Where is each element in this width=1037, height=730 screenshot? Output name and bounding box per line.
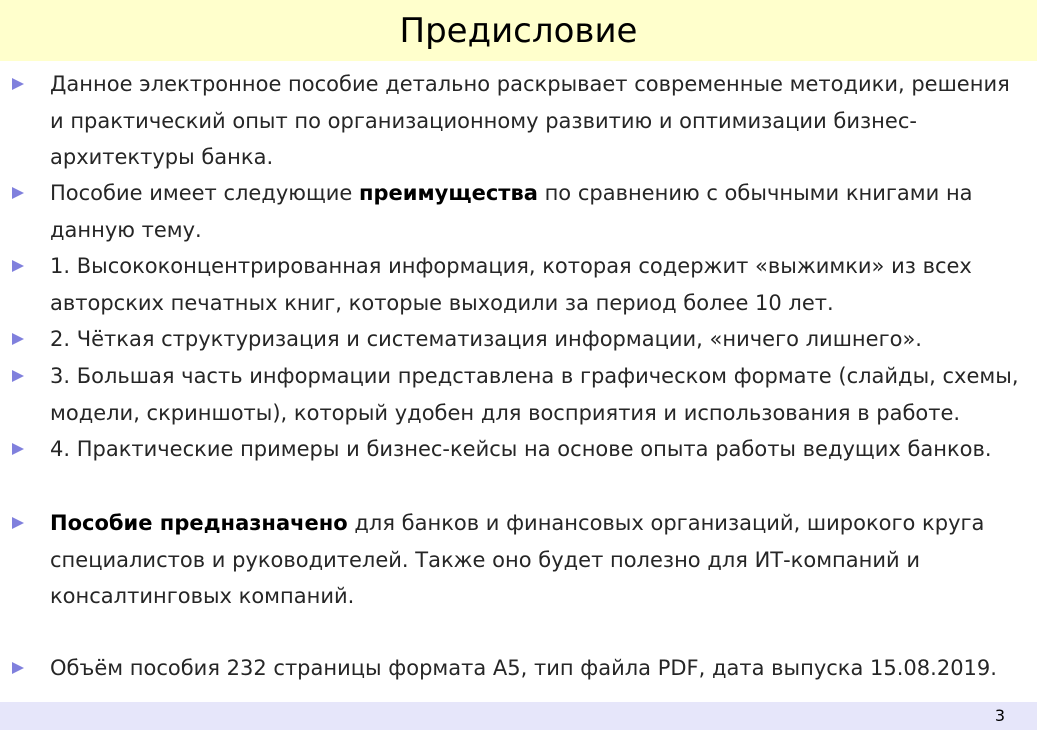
triangle-bullet-icon <box>12 66 26 103</box>
bullet-text-part: для банков и финансовых организаций, широкого круга специалистов и руководителей. Также оно будет полезно для ИТ-компаний и консалтинговых компаний. <box>50 511 985 608</box>
page-number: 3 <box>994 706 1005 725</box>
triangle-bullet-icon <box>12 505 26 542</box>
slide-title: Предисловие <box>399 10 638 51</box>
triangle-bullet-icon <box>12 431 26 468</box>
triangle-bullet-icon <box>12 248 26 285</box>
title-bar <box>0 0 1037 61</box>
bullet-text: 1. Высококонцентрированная информация, которая содержит «выжимки» из всех авторских печатных книг, которые выходили за период более 10 лет. <box>50 254 972 315</box>
triangle-bullet-icon <box>12 358 26 395</box>
bullet-text: 4. Практические примеры и бизнес-кейсы на основе опыта работы ведущих банков. <box>50 437 992 461</box>
bullet-text <box>50 175 1025 248</box>
triangle-bullet-icon <box>12 650 26 687</box>
bullet-text <box>50 505 1025 615</box>
bullet-text-bold: преимущества <box>359 181 538 205</box>
bullet-text-bold: Пособие предназначено <box>50 511 348 535</box>
triangle-bullet-icon <box>12 321 26 358</box>
bullet-text: Объём пособия 232 страницы формата А5, тип файла PDF, дата выпуска 15.08.2019. <box>50 656 997 680</box>
footer-bar <box>0 702 1037 730</box>
bullet-text: 3. Большая часть информации представлена в графическом формате (слайды, схемы, модели, скриншоты), который удобен для восприятия и использования в работе. <box>50 364 1019 425</box>
bullet-text: Данное электронное пособие детально раскрывает современные методики, решения и практический опыт по организационному развитию и оптимизации бизнес-архитектуры банка. <box>50 72 1010 169</box>
bullet-text: 2. Чёткая структуризация и систематизация информации, «ничего лишнего». <box>50 327 922 351</box>
triangle-bullet-icon <box>12 175 26 212</box>
bullet-text-part: Пособие имеет следующие <box>50 181 360 205</box>
bullet-text-part: по сравнению с обычными книгами на данную тему. <box>50 181 973 242</box>
